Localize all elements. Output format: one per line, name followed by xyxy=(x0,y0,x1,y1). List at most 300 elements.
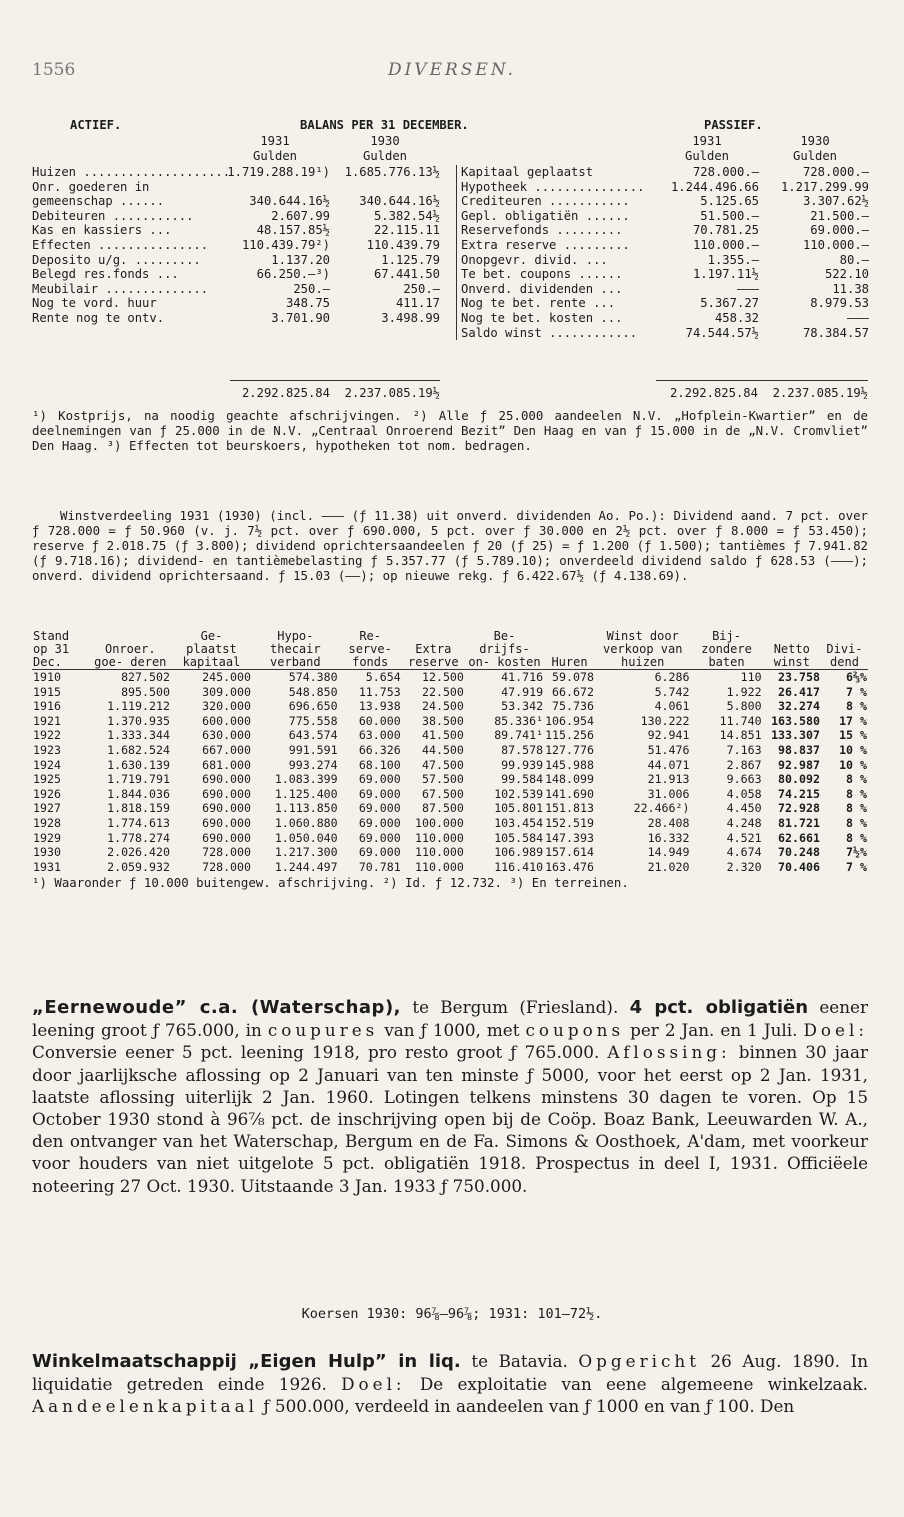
stat-column-header: Hypo- thecair verband xyxy=(252,630,339,670)
stat-cell: 69.000 xyxy=(358,845,401,860)
stat-cell: 74.215 xyxy=(778,786,820,801)
eernewoude-coupures: coupures xyxy=(267,1020,379,1041)
balance-sheet xyxy=(32,118,869,400)
stat-cell: 22.466²) xyxy=(633,801,690,816)
unit-left-2: Gulden xyxy=(362,148,408,163)
stat-row xyxy=(32,670,868,685)
stat-cell: 7 % xyxy=(846,684,867,699)
total-rule-right xyxy=(656,380,868,381)
stat-row xyxy=(32,816,868,831)
stat-cell: 70.248 xyxy=(778,845,820,860)
unit-right-1: Gulden xyxy=(684,148,730,163)
statistics-body xyxy=(32,670,868,875)
activa-value-1931: 348.75 xyxy=(285,296,330,311)
stat-cell: 600.000 xyxy=(202,713,251,728)
activa-label: Nog te vord. huur xyxy=(32,296,157,311)
stat-cell: 10 % xyxy=(839,757,867,772)
stat-cell: 4.521 xyxy=(726,830,762,845)
stat-cell: 66.672 xyxy=(552,684,594,699)
stat-cell: 1931 xyxy=(33,859,61,874)
stat-row xyxy=(32,831,868,846)
stat-cell: 116.410 xyxy=(494,859,544,874)
stat-cell: 7.163 xyxy=(726,742,762,757)
stat-cell: 690.000 xyxy=(202,815,251,830)
eernewoude-title: „Eernewoude” c.a. (Waterschap), xyxy=(32,997,402,1018)
stat-row xyxy=(32,845,868,860)
stat-cell: 1.244.497 xyxy=(274,859,338,874)
stat-column-header: Onroer. goe- deren xyxy=(90,630,171,670)
activa-row xyxy=(32,194,454,209)
stat-cell: 7 % xyxy=(846,859,867,874)
winkel-title: Winkelmaatschappij „Eigen Hulp” in liq. xyxy=(32,1351,461,1372)
stat-cell: 1.217.300 xyxy=(274,845,338,860)
activa-label: Huizen .................... xyxy=(32,165,231,179)
stat-cell: 85.336¹ xyxy=(494,713,544,728)
stat-cell: 26.417 xyxy=(778,684,820,699)
stat-cell: 22.500 xyxy=(422,684,464,699)
passiva-row xyxy=(461,253,873,268)
year-right-1: 1931 xyxy=(692,134,722,148)
actief-caption: ACTIEF. xyxy=(70,118,122,132)
stat-column-header: Bij- zondere baten xyxy=(690,630,762,670)
stat-cell: 320.000 xyxy=(202,699,251,714)
balance-footnote-text: ¹) Kostprijs, na noodig geachte afschrijvingen. ²) Alle ƒ 25.000 aandeelen N.V. „Hofplein-Kwartier” en de deelnemingen van ƒ 25.000 in de N.V. „Centraal Onroerend Bezit” Den Haag en van ƒ 15.000 in de „N.V. Cromvliet” Den Haag. ³) Effecten tot beurskoers, hypotheken tot nom. bedragen. xyxy=(32,408,868,453)
stat-column-header: Be- drijfs- on- kosten xyxy=(465,630,544,670)
stat-cell: 21.913 xyxy=(647,772,690,787)
eernewoude-place: te Bergum (Friesland). xyxy=(412,997,619,1017)
stat-cell: 69.000 xyxy=(358,815,401,830)
stat-cell: 23.758 xyxy=(778,670,820,684)
stat-cell: 9.663 xyxy=(726,772,762,787)
stat-cell: 1.630.139 xyxy=(107,757,170,772)
stat-row xyxy=(32,860,868,875)
passiva-value-1931: ——— xyxy=(736,281,759,296)
activa-label: Deposito u/g. ......... xyxy=(32,252,201,267)
passiva-label: Te bet. coupons ...... xyxy=(461,267,623,282)
activa-value-1931: 110.439.79²) xyxy=(241,237,330,252)
stat-cell: 163.476 xyxy=(545,859,594,874)
stat-cell: 80.092 xyxy=(778,772,820,787)
stat-cell: 1.370.935 xyxy=(107,713,170,728)
stat-cell: 1.050.040 xyxy=(274,830,338,845)
eernewoude-subtitle: 4 pct. obligatiën xyxy=(629,997,809,1018)
stat-cell: 8 % xyxy=(846,815,867,830)
stat-cell: 690.000 xyxy=(202,772,251,787)
stat-cell: 44.071 xyxy=(647,757,690,772)
stat-cell: 110 xyxy=(740,670,762,684)
stat-cell: 89.741¹ xyxy=(494,728,544,743)
eernewoude-text-3: per 2 Jan. en 1 Juli. xyxy=(630,1020,798,1041)
passiva-row xyxy=(461,223,873,238)
stat-row xyxy=(32,685,868,700)
passiva-label: Reservefonds ......... xyxy=(461,223,623,238)
activa-row xyxy=(32,311,454,326)
activa-value-1931: 340.644.16½ xyxy=(249,194,330,209)
stat-cell: 133.307 xyxy=(771,728,820,743)
stat-cell: 4.450 xyxy=(726,801,762,816)
page-number: 1556 xyxy=(32,60,76,80)
passiva-list xyxy=(456,165,873,340)
stat-cell: 1927 xyxy=(33,801,61,816)
stat-cell: 92.941 xyxy=(647,728,690,743)
stat-cell: 102.539 xyxy=(494,786,544,801)
stat-cell: 47.919 xyxy=(501,684,544,699)
stat-cell: 690.000 xyxy=(202,830,251,845)
stat-cell: 87.500 xyxy=(422,801,464,816)
eernewoude-doel: Doel: xyxy=(803,1020,868,1041)
stat-cell: 1.922 xyxy=(726,684,762,699)
stat-cell: 17 % xyxy=(839,713,867,728)
activa-value-1931: 1.719.288.19¹) xyxy=(227,165,330,179)
activa-value-1930: 1.125.79 xyxy=(381,252,440,267)
eernewoude-text-5: binnen 30 jaar door jaarlijksche aflossing op 2 Januari van ten minste ƒ 5000, voor het eerst op 2 Jan. 1931, laatste aflossing uiterlijk 2 Jan. 1960. Lotingen telkens minstens 30 dagen te voren. Op 15 October 1930 stond à 96⅞ pct. de inschrijving open bij de Coöp. Boaz Bank, Leeuwarden W. A., den ontvanger van het Waterschap, Bergum en de Fa. Simons & Oosthoek, A'dam, met voorkeur voor houders van niet uitgelote 5 pct. obligatiën 1918. Prospectus in deel I, 1931. Officiëele noteering 27 Oct. 1930. Uitstaande 3 Jan. 1933 ƒ 750.000. xyxy=(32,1042,868,1196)
stat-cell: 41.500 xyxy=(422,728,464,743)
activa-label: Onr. goederen in xyxy=(32,179,150,194)
stat-cell: 24.500 xyxy=(422,699,464,714)
stat-cell: 67.500 xyxy=(422,786,464,801)
stat-column-header: Ge- plaatst kapitaal xyxy=(171,630,252,670)
activa-row xyxy=(32,253,454,268)
stat-cell: 38.500 xyxy=(422,713,464,728)
activa-label: gemeenschap ...... xyxy=(32,194,165,209)
stat-cell: 41.716 xyxy=(501,670,544,684)
stat-cell: 5.654 xyxy=(365,670,401,684)
stat-cell: 62.661 xyxy=(778,830,820,845)
stat-cell: 148.099 xyxy=(545,772,594,787)
stat-row xyxy=(32,728,868,743)
stat-cell: 10 % xyxy=(839,742,867,757)
winstverdeeling-text: Winstverdeeling 1931 (1930) (incl. ——— (ƒ 11.38) uit onverd. dividenden Ao. Po.): Dividend aand. 7 pct. over ƒ 728.000 = ƒ 50.960 (v. j. 7½ pct. over ƒ 690.000, 5 pct. over ƒ 30.000 en 2½ pct. over ƒ 8.000 = ƒ 53.450); reserve ƒ 2.018.75 (ƒ 3.800); dividend oprichtersaandeelen ƒ 20 (ƒ 25) = ƒ 1.200 (ƒ 1.500); tantièmes ƒ 7.941.82 (ƒ 9.718.16); dividend- en tantièmebelasting ƒ 5.357.77 (ƒ 5.789.10); onverdeeld dividend saldo ƒ 628.53 (———); onverd. dividend oprichtersaand. ƒ 15.03 (——); op nieuwe rekg. ƒ 6.422.67½ (ƒ 4.138.69). xyxy=(32,508,868,583)
stat-cell: 32.274 xyxy=(778,699,820,714)
stat-column-header: Stand op 31 Dec. xyxy=(32,630,90,670)
stat-column-header: Huren xyxy=(544,630,595,670)
activa-value-1930: 67.441.50 xyxy=(373,267,440,282)
stat-cell: 44.500 xyxy=(422,742,464,757)
stat-cell: 1922 xyxy=(33,728,61,743)
passiva-value-1930: 11.38 xyxy=(832,281,869,296)
year-left-2: 1930 xyxy=(370,134,400,148)
stat-cell: 11.740 xyxy=(719,713,762,728)
activa-label: Effecten ............... xyxy=(32,237,209,252)
stat-cell: 1.333.344 xyxy=(107,728,170,743)
passiva-value-1931: 51.500.— xyxy=(700,208,759,223)
stat-cell: 548.850 xyxy=(288,684,338,699)
stat-cell: 100.000 xyxy=(415,815,464,830)
passiva-value-1930: 80.— xyxy=(839,252,869,267)
stat-cell: 993.274 xyxy=(288,757,338,772)
stat-cell: 1.719.791 xyxy=(107,772,170,787)
stat-cell: 8 % xyxy=(846,830,867,845)
activa-label: Belegd res.fonds ... xyxy=(32,267,179,282)
stat-cell: 696.650 xyxy=(288,699,338,714)
stat-cell: 1921 xyxy=(33,713,61,728)
passiva-row xyxy=(461,209,873,224)
stat-cell: 7½% xyxy=(846,845,867,860)
stat-cell: 68.100 xyxy=(358,757,401,772)
stat-cell: 1.060.880 xyxy=(274,815,338,830)
passiva-label: Nog te bet. kosten ... xyxy=(461,310,623,325)
stat-cell: 152.519 xyxy=(545,815,594,830)
passiva-value-1930: 1.217.299.99 xyxy=(780,179,869,194)
passiva-value-1930: 69.000.— xyxy=(810,223,869,238)
stat-cell: 630.000 xyxy=(202,728,251,743)
stat-cell: 643.574 xyxy=(288,728,338,743)
stat-cell: 163.580 xyxy=(771,713,820,728)
stat-cell: 1924 xyxy=(33,757,61,772)
stat-cell: 2.320 xyxy=(726,859,762,874)
statistics-table xyxy=(32,630,868,890)
eernewoude-aflossing: Aflossing: xyxy=(607,1042,731,1063)
stat-cell: 103.454 xyxy=(494,815,544,830)
stat-cell: 92.987 xyxy=(778,757,820,772)
stat-cell: 99.939 xyxy=(501,757,544,772)
stat-cell: 4.061 xyxy=(654,699,690,714)
stat-column-header: Re- serve- fonds xyxy=(339,630,402,670)
stat-cell: 690.000 xyxy=(202,801,251,816)
balance-footnotes xyxy=(32,408,868,453)
activa-row xyxy=(32,267,454,282)
stat-cell: 1.682.524 xyxy=(107,742,170,757)
activa-label: Kas en kassiers ... xyxy=(32,223,172,238)
passiva-value-1931: 5.125.65 xyxy=(700,194,759,209)
passiva-label: Extra reserve ......... xyxy=(461,237,630,252)
passiva-value-1930: 3.307.62½ xyxy=(802,194,869,209)
stat-row xyxy=(32,801,868,816)
activa-value-1930: 340.644.16½ xyxy=(359,194,440,209)
stat-cell: 309.000 xyxy=(202,684,251,699)
stat-column-header: Divi- dend xyxy=(821,630,868,670)
stat-cell: 1923 xyxy=(33,742,61,757)
activa-value-1931: 1.137.20 xyxy=(271,252,330,267)
stat-cell: 1.119.212 xyxy=(107,699,170,714)
passiva-value-1930: 522.10 xyxy=(824,267,869,282)
stat-cell: 1.844.036 xyxy=(107,786,170,801)
stat-cell: 1.774.613 xyxy=(107,815,170,830)
stat-cell: 21.020 xyxy=(647,859,690,874)
stat-cell: 63.000 xyxy=(358,728,401,743)
stat-cell: 895.500 xyxy=(121,684,170,699)
activa-value-1930: 1.685.776.13½ xyxy=(344,165,440,179)
year-left-1: 1931 xyxy=(260,134,290,148)
balance-captions xyxy=(32,118,868,134)
stat-cell: 157.614 xyxy=(545,845,594,860)
stat-cell: 141.690 xyxy=(545,786,594,801)
stat-cell: 14.949 xyxy=(647,845,690,860)
stat-cell: 8 % xyxy=(846,801,867,816)
activa-value-1931: 250.— xyxy=(293,281,330,296)
passiva-row xyxy=(461,180,873,195)
stat-cell: 105.801 xyxy=(494,801,544,816)
eernewoude-text-4: Conversie eener 5 pct. leening 1918, pro resto groot ƒ 765.000. xyxy=(32,1042,600,1063)
activa-label: Meubilair .............. xyxy=(32,281,209,296)
activa-label: Debiteuren ........... xyxy=(32,208,194,223)
stat-cell: 728.000 xyxy=(202,859,251,874)
stat-cell: 2.026.420 xyxy=(107,845,170,860)
passiva-row xyxy=(461,165,873,180)
stat-cell: 12.500 xyxy=(422,670,464,684)
winkel-place: te Batavia. xyxy=(471,1351,568,1371)
activa-value-1930: 3.498.99 xyxy=(381,310,440,325)
balance-column-headers xyxy=(32,134,868,165)
stat-cell: 1.113.850 xyxy=(274,801,338,816)
stat-cell: 1930 xyxy=(33,845,61,860)
passiva-label: Hypotheek ............... xyxy=(461,179,645,194)
winkel-text-1: 26 Aug. 1890. In liquidatie getreden einde 1926. xyxy=(32,1351,868,1395)
stat-cell: 1928 xyxy=(33,815,61,830)
activa-row xyxy=(32,282,454,297)
stat-column-header: Winst door verkoop van huizen xyxy=(595,630,691,670)
winkelmaatschappij-section xyxy=(32,1350,868,1418)
activa-value-1930: 5.382.54½ xyxy=(373,208,440,223)
stat-cell: 1.818.159 xyxy=(107,801,170,816)
stat-row xyxy=(32,699,868,714)
total-activa-1930: 2.237.085.19½ xyxy=(344,386,440,400)
passiva-label: Kapitaal geplaatst xyxy=(461,165,594,179)
winkel-doel: Doel: xyxy=(341,1374,406,1395)
stat-cell: 6.286 xyxy=(654,670,690,684)
eernewoude-text-1: eener leening groot ƒ 765.000, in xyxy=(32,997,868,1041)
activa-value-1930: 250.— xyxy=(403,281,440,296)
activa-row xyxy=(32,223,454,238)
stat-row xyxy=(32,787,868,802)
winkel-aandeelenkapitaal: Aandeelenkapitaal xyxy=(32,1396,259,1417)
stat-row xyxy=(32,714,868,729)
stat-cell: 1910 xyxy=(33,670,61,684)
stat-cell: 11.753 xyxy=(358,684,401,699)
stat-row xyxy=(32,772,868,787)
activa-row xyxy=(32,209,454,224)
stat-column-header: Netto winst xyxy=(763,630,821,670)
passiva-row xyxy=(461,311,873,326)
passiva-value-1931: 1.197.11½ xyxy=(692,267,759,282)
passiva-row xyxy=(461,238,873,253)
activa-value-1931: 2.607.99 xyxy=(271,208,330,223)
stat-cell: 1.083.399 xyxy=(274,772,338,787)
stat-cell: 2.867 xyxy=(726,757,762,772)
stat-cell: 6⅔% xyxy=(846,670,867,684)
winkel-text-3: ƒ 500.000, verdeeld in aandeelen van ƒ 1000 en van ƒ 100. Den xyxy=(263,1396,795,1417)
stat-cell: 13.938 xyxy=(358,699,401,714)
passiva-label: Saldo winst ............ xyxy=(461,325,638,340)
stat-cell: 105.584 xyxy=(494,830,544,845)
passiva-label: Onverd. dividenden ... xyxy=(461,281,623,296)
stat-cell: 47.500 xyxy=(422,757,464,772)
total-passiva-1930: 2.237.085.19½ xyxy=(772,386,868,400)
passiva-value-1930: 8.979.53 xyxy=(810,296,869,311)
stat-cell: 115.256 xyxy=(545,728,594,743)
stat-cell: 827.502 xyxy=(121,670,170,684)
stat-cell: 70.406 xyxy=(778,859,820,874)
stat-cell: 60.000 xyxy=(358,713,401,728)
stat-cell: 5.742 xyxy=(654,684,690,699)
stat-cell: 667.000 xyxy=(202,742,251,757)
stat-cell: 728.000 xyxy=(202,845,251,860)
unit-left-1: Gulden xyxy=(252,148,298,163)
stat-cell: 147.393 xyxy=(545,830,594,845)
stat-cell: 8 % xyxy=(846,772,867,787)
stat-cell: 1929 xyxy=(33,830,61,845)
passiva-row xyxy=(461,267,873,282)
total-activa-1931: 2.292.825.84 xyxy=(241,386,330,400)
passiva-row xyxy=(461,326,873,341)
stat-cell: 110.000 xyxy=(415,845,464,860)
passiva-label: Crediteuren ........... xyxy=(461,194,630,209)
stat-cell: 681.000 xyxy=(202,757,251,772)
statistics-header-row xyxy=(32,630,868,670)
stat-cell: 69.000 xyxy=(358,786,401,801)
passiva-value-1930: 78.384.57 xyxy=(802,325,869,340)
stat-cell: 75.736 xyxy=(552,699,594,714)
stat-cell: 130.222 xyxy=(640,713,690,728)
passiva-label: Onopgevr. divid. ... xyxy=(461,252,608,267)
stat-cell: 8 % xyxy=(846,786,867,801)
unit-right-2: Gulden xyxy=(792,148,838,163)
stat-cell: 1.778.274 xyxy=(107,830,170,845)
activa-row xyxy=(32,180,454,195)
stat-cell: 1926 xyxy=(33,786,61,801)
stat-cell: 8 % xyxy=(846,699,867,714)
stat-cell: 1.125.400 xyxy=(274,786,338,801)
eernewoude-text-2: van ƒ 1000, met xyxy=(384,1020,520,1041)
passiva-value-1931: 70.781.25 xyxy=(692,223,759,238)
winstverdeeling xyxy=(32,508,868,583)
stat-cell: 59.078 xyxy=(552,670,594,684)
stat-cell: 15 % xyxy=(839,728,867,743)
activa-row xyxy=(32,296,454,311)
passiva-row xyxy=(461,296,873,311)
eernewoude-coupons: coupons xyxy=(525,1020,625,1041)
stat-row xyxy=(32,743,868,758)
stat-cell: 110.000 xyxy=(415,830,464,845)
activa-value-1931: 66.250.—³) xyxy=(256,267,330,282)
passiva-row xyxy=(461,282,873,297)
activa-value-1931: 48.157.85½ xyxy=(256,223,330,238)
stat-cell: 574.380 xyxy=(288,670,338,684)
eernewoude-section xyxy=(32,996,868,1197)
stat-cell: 72.928 xyxy=(778,801,820,816)
running-title: DIVERSEN. xyxy=(387,60,517,80)
eernewoude-koersen: Koersen 1930: 96⅞—96⅞; 1931: 101—72½. xyxy=(301,1306,603,1322)
passiva-value-1931: 5.367.27 xyxy=(700,296,759,311)
passiva-label: Nog te bet. rente ... xyxy=(461,296,616,311)
stat-cell: 69.000 xyxy=(358,830,401,845)
activa-value-1930: 22.115.11 xyxy=(373,223,440,238)
passiva-value-1930: 728.000.— xyxy=(802,165,869,179)
passiva-value-1931: 1.244.496.66 xyxy=(670,179,759,194)
stat-cell: 4.674 xyxy=(726,845,762,860)
stat-cell: 775.558 xyxy=(288,713,338,728)
passiva-value-1931: 458.32 xyxy=(714,310,759,325)
activa-value-1930: 110.439.79 xyxy=(366,237,440,252)
passiva-value-1930: 21.500.— xyxy=(810,208,869,223)
stat-cell: 2.059.932 xyxy=(107,859,170,874)
stat-cell: 99.584 xyxy=(501,772,544,787)
winkel-opgericht: Opgericht xyxy=(578,1351,700,1371)
passiva-value-1930: ——— xyxy=(846,310,869,325)
stat-cell: 57.500 xyxy=(422,772,464,787)
stat-cell: 28.408 xyxy=(647,815,690,830)
stat-cell: 5.800 xyxy=(726,699,762,714)
stat-cell: 16.332 xyxy=(647,830,690,845)
stat-cell: 87.578 xyxy=(501,742,544,757)
passiva-value-1931: 728.000.— xyxy=(692,165,759,179)
stat-cell: 69.000 xyxy=(358,772,401,787)
stat-column-header: Extra reserve xyxy=(402,630,465,670)
stat-cell: 70.781 xyxy=(358,859,401,874)
passiva-row xyxy=(461,194,873,209)
stat-cell: 4.248 xyxy=(726,815,762,830)
stat-cell: 14.851 xyxy=(719,728,762,743)
